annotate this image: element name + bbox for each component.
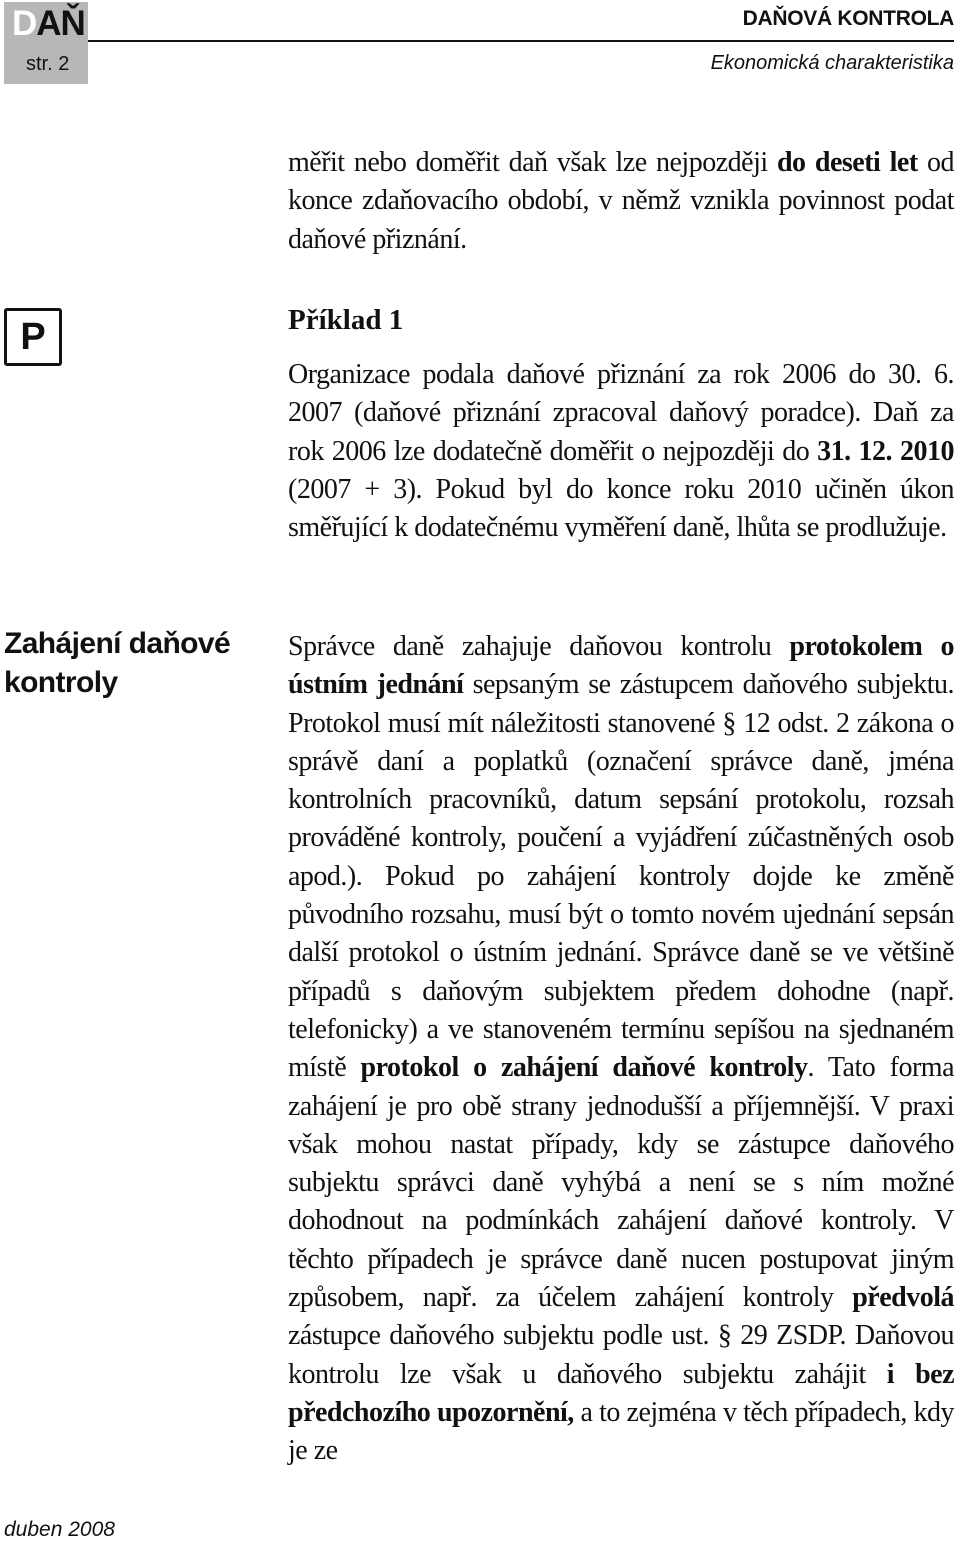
main-paragraph: Správce daně zahajuje daňovou kontrolu protokolem o ústním jednání sepsaným se zástupcem daňového subjektu. Protokol musí mít náležitosti stanovené § 12 odst. 2 zákona o správě daní a poplatků (označení správce daně, jména kontrolních pracovníků, datum sepsání protokolu, rozsah prováděné kontroly, poučení a vyjádření zúčastněných osob apod.). Pokud po zahájení kontroly dojde ke změně původního rozsahu, musí být o tomto novém ujednání sepsán další protokol o ústním jednání. Správce daně se ve většině případů s daňovým subjektem předem dohodne (např. telefonicky) a ve stanoveném termínu sepíšou na sjednaném místě protokol o zahájení daňové kontroly. Tato forma zahájení je pro obě strany jednodušší a příjemnější. V praxi však mohou nastat případy, kdy se zástupce daňového subjektu správci daně vyhýbá a není se s ním možné dohodnout na podmínkách zahájení daňové kontroly. V těchto případech je správce daně nucen postupovat jiným způsobem, např. za účelem zahájení kontroly předvolá zástupce daňového subjektu podle ust. § 29 ZSDP. Daňovou kontrolu lze však u daňového subjektu zahájit i bez předchozího upozornění, a to zejména v těch případech, kdy je ze [288, 631, 955, 1467]
example-paragraph: Organizace podala daňové přiznání za rok 2006 do 30. 6. 2007 (daňové přiznání zpracoval daňový poradce). Daň za rok 2006 lze dodatečně doměřit o nejpozději do 31. 12. 2010 (2007 + 3). Pokud byl do konce roku 2010 učiněn úkon směřující k dodatečnému vyměření daně, lhůta se prodlužuje. [288, 359, 954, 544]
intro-paragraph: měřit nebo doměřit daň však lze nejpozději do deseti let od konce zdaňovacího období, v němž vznikla povinnost podat daňové přiznání. [288, 147, 955, 255]
example-title: Příklad 1 [288, 304, 404, 336]
margin-heading: Zahájení daňové kontroly [4, 627, 231, 699]
subsection-title: Ekonomická charakteristika [710, 52, 954, 74]
logo-title: DAŇ [12, 4, 85, 43]
section-title: DAŇOVÁ KONTROLA [742, 7, 954, 30]
header-divider [88, 40, 954, 42]
example-p-icon: P [4, 308, 62, 366]
page-number: str. 2 [26, 53, 70, 75]
publication-logo [4, 2, 88, 84]
footer-date: duben 2008 [4, 1518, 115, 1541]
